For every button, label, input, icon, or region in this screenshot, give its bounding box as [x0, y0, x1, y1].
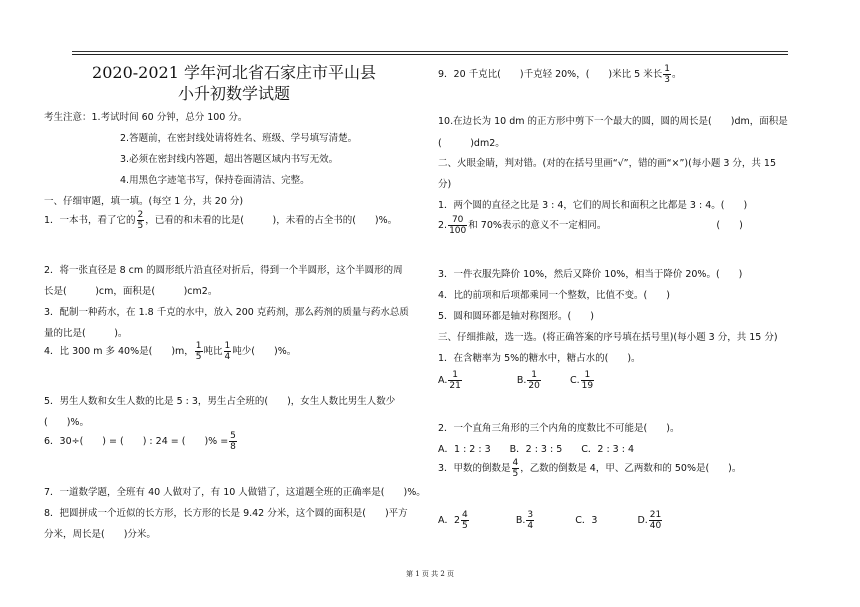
fraction: $\frac{21}{40}$ — [649, 510, 662, 531]
question-3-line-2: 量的比是( )。 — [44, 328, 128, 339]
note-1: 考生注意：1.考试时间 60 分钟，总分 100 分。 — [44, 112, 248, 123]
section-3-heading: 三、仔细推敲，选一选。(将正确答案的序号填在括号里)(每小题 3 分，共 15 分) — [438, 332, 778, 343]
question-8-line-2: 分米，周长是( )分米。 — [44, 529, 156, 540]
choice-3: 3．甲数的倒数是 $\frac{4}{5}$ ，乙数的倒数是 4，甲、乙两数和的 50%是( )。 — [438, 458, 742, 479]
fraction: $\frac{4}{5}$ — [462, 510, 468, 531]
note-4: 4.用黑色字迹笔书写，保持卷面清洁、完整。 — [120, 175, 310, 186]
fraction: $\frac{4}{5}$ — [512, 458, 519, 479]
question-9: 9．20 千克比( )千克轻 20%，( )米比 5 米长 $\frac{1}{3}$ 。 — [438, 64, 682, 85]
question-5-line-1: 5．男生人数和女生人数的比是 5 : 3，男生占全班的( )，女生人数比男生人数少 — [44, 396, 396, 407]
choice-1-options: A. $\frac{1}{21}$ B. $\frac{1}{20}$ C. $\frac{1}{19}$ — [438, 370, 594, 391]
note-3: 3.必须在密封线内答题，超出答题区域内书写无效。 — [120, 154, 339, 165]
judge-1: 1．两个圆的直径之比是 3 : 4，它们的周长和面积之比都是 3 : 4。( ) — [438, 200, 748, 211]
judge-4: 4．比的前项和后项都乘同一个整数，比值不变。( ) — [438, 290, 670, 301]
fraction: $\frac{1}{21}$ — [449, 370, 461, 391]
choice-3-options: A．2 $\frac{4}{5}$ B. $\frac{3}{4}$ C．3 D. $\frac{21}{40}$ — [438, 510, 662, 531]
section-1-heading: 一、仔细审题，填一填。(每空 1 分，共 20 分) — [44, 196, 244, 207]
question-8-line-1: 8．把圆拼成一个近似的长方形，长方形的长是 9.42 分米，这个圆的面积是( )平方 — [44, 508, 408, 519]
page-title: 2020-2021 学年河北省石家庄市平山县 小升初数学试题 — [92, 63, 376, 103]
fraction: $\frac{5}{8}$ — [230, 431, 236, 452]
left-column — [44, 60, 426, 540]
fraction: $\frac{1}{4}$ — [224, 341, 231, 362]
question-2-line-2: 长是( )cm，面积是( )cm2。 — [44, 286, 218, 297]
question-2-line-1: 2．将一张直径是 8 cm 的圆形纸片沿直径对折后，得到一个半圆形，这个半圆形的周 — [44, 265, 403, 276]
page-footer: 第 1 页 共 2 页 — [405, 570, 455, 578]
judge-5: 5．圆和圆环都是轴对称图形。( ) — [438, 311, 594, 322]
top-rule-thick — [72, 54, 788, 55]
note-2: 2.答题前，在密封线处请将姓名、班级、学号填写清楚。 — [120, 133, 358, 144]
fraction: $\frac{70}{100}$ — [449, 215, 467, 236]
question-7: 7．一道数学题，全班有 40 人做对了，有 10 人做错了，这道题全班的正确率是( )%。 — [44, 487, 426, 498]
choice-2: 2．一个直角三角形的三个内角的度数比不可能是( )。 — [438, 423, 680, 434]
fraction: $\frac{1}{19}$ — [581, 370, 594, 391]
judge-3: 3．一件衣服先降价 10%，然后又降价 10%，相当于降价 20%。( ) — [438, 269, 743, 280]
question-5-line-2: ( )%。 — [44, 417, 89, 428]
section-2-heading-line-1: 二、火眼金睛，判对错。(对的在括号里画“√”，错的画“×”)(每小题 3 分，共 15 — [438, 158, 777, 169]
question-10-line-2: ( )dm2。 — [438, 138, 505, 149]
section-2-heading-line-2: 分) — [438, 179, 452, 190]
fraction: $\frac{1}{3}$ — [664, 64, 670, 85]
question-1: 1．一本书，看了它的 $\frac{2}{5}$ ，已看的和未看的比是( )，未看的占全书的( )%。 — [44, 210, 398, 231]
question-4: 4．比 300 m 多 40%是( )m， $\frac{1}{5}$ 吨比 $\frac{1}{4}$ 吨少( )%。 — [44, 341, 297, 362]
fraction: $\frac{1}{20}$ — [528, 370, 540, 391]
question-10-line-1: 10.在边长为 10 dm 的正方形中剪下一个最大的圆，圆的周长是( )dm，面积是 — [438, 116, 788, 127]
fraction: $\frac{1}{5}$ — [195, 341, 202, 362]
fraction: $\frac{2}{5}$ — [137, 210, 144, 231]
top-rule-thin — [72, 51, 788, 52]
choice-2-options: A．1 : 2 : 3 B．2 : 3 : 5 C．2 : 3 : 4 — [438, 444, 634, 455]
question-3-line-1: 3．配制一种药水，在 1.8 千克的水中，放入 200 克药剂，那么药剂的质量与药水总质 — [44, 307, 409, 318]
fraction: $\frac{3}{4}$ — [527, 510, 534, 531]
choice-1: 1．在含糖率为 5%的糖水中，糖占水的( )。 — [438, 353, 641, 364]
question-6: 6．30÷( ) = ( ) : 24 = ( )% = $\frac{5}{8}$ — [44, 431, 236, 452]
judge-2: 2. $\frac{70}{100}$ 和 70%表示的意义不一定相同。 ( ) — [438, 215, 743, 236]
